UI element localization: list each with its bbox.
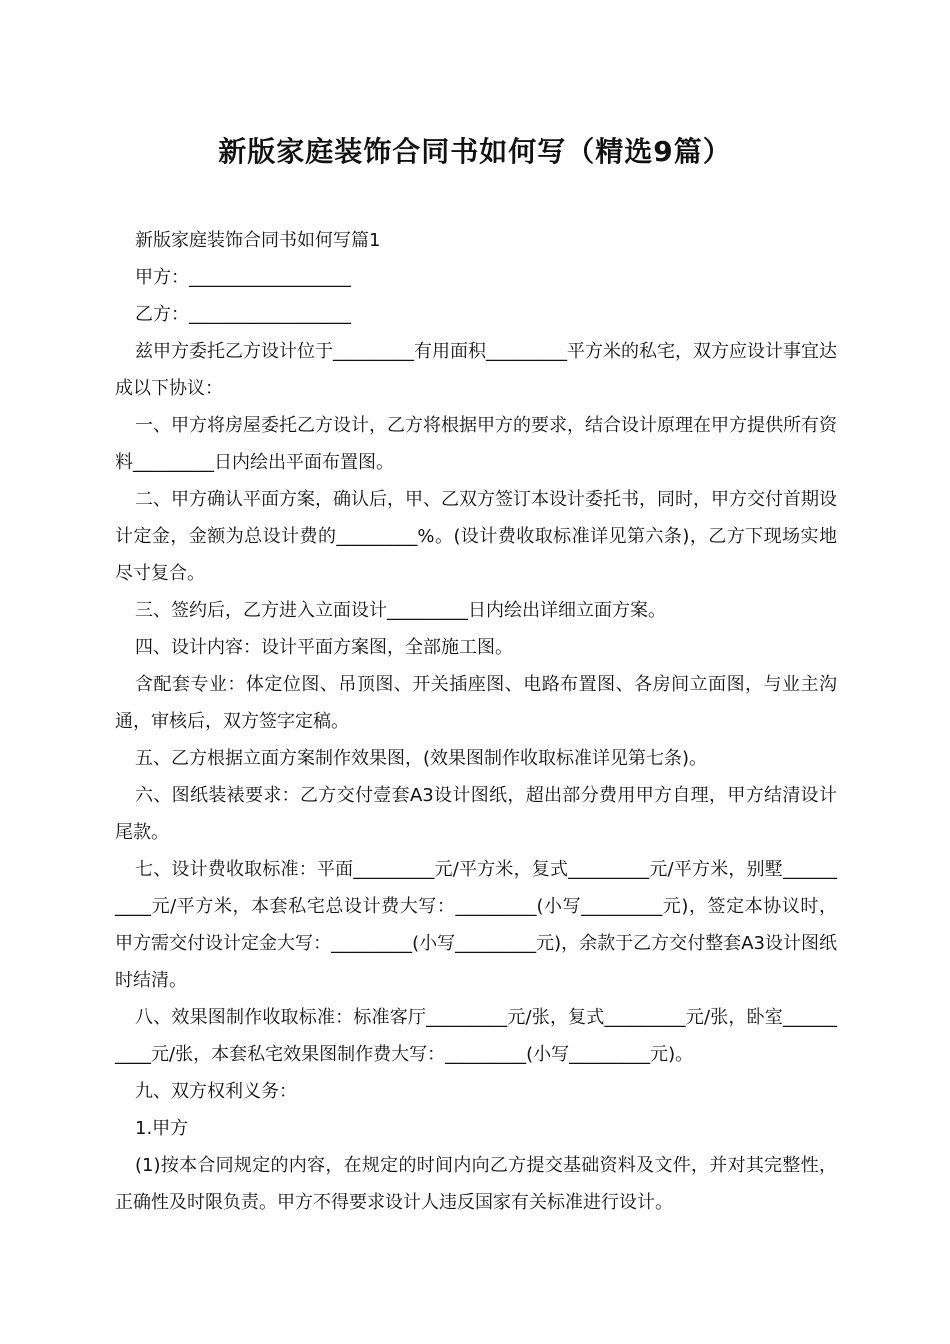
party-a-line: 甲方：__________________ — [135, 267, 351, 288]
clause-9-party-a: 1.甲方 — [135, 1118, 189, 1139]
clause-6: 六、图纸装裱要求：乙方交付壹套A3设计图纸，超出部分费用甲方自理，甲方结清设计尾款。 — [115, 785, 837, 843]
clause-5: 五、乙方根据立面方案制作效果图，(效果图制作收取标准详见第七条)。 — [135, 748, 708, 769]
clause-9-party-a-item-1: (1)按本合同规定的内容，在规定的时间内向乙方提交基础资料及文件，并对其完整性，正确性及时限负责。甲方不得要求设计人违反国家有关标准进行设计。 — [115, 1155, 837, 1213]
clause-4-detail: 含配套专业：体定位图、吊顶图、开关插座图、电路布置图、各房间立面图，与业主沟通，审核后，双方签字定稿。 — [115, 674, 837, 732]
party-b-line: 乙方：__________________ — [135, 304, 351, 325]
clause-9: 九、双方权利义务： — [135, 1081, 297, 1102]
document-body — [115, 222, 837, 1221]
clause-1: 一、甲方将房屋委托乙方设计，乙方将根据甲方的要求，结合设计原理在甲方提供所有资料_________日内绘出平面布置图。 — [115, 415, 837, 473]
document-title: 新版家庭装饰合同书如何写（精选9篇） — [218, 135, 732, 168]
clause-7: 七、设计费收取标准：平面_________元/平方米，复式_________元/平方米，别墅__________元/平方米，本套私宅总设计费大写：_________(小写_________元)，签定本协议时，甲方需交付设计定金大写：_________(小写_________元)，余款于乙方交付整套A3设计图纸时结清。 — [115, 859, 837, 991]
clause-4: 四、设计内容：设计平面方案图，全部施工图。 — [135, 637, 513, 658]
preamble-paragraph: 兹甲方委托乙方设计位于_________有用面积_________平方米的私宅，双方应设计事宜达成以下协议： — [115, 341, 837, 399]
section-heading: 新版家庭装饰合同书如何写篇1 — [135, 230, 381, 251]
clause-2: 二、甲方确认平面方案，确认后，甲、乙双方签订本设计委托书，同时，甲方交付首期设计定金，金额为总设计费的_________%。(设计费收取标准详见第六条)，乙方下现场实地尽寸复合。 — [115, 489, 837, 584]
clause-3: 三、签约后，乙方进入立面设计_________日内绘出详细立面方案。 — [135, 600, 666, 621]
clause-8: 八、效果图制作收取标准：标准客厅_________元/张，复式_________元/张，卧室__________元/张，本套私宅效果图制作费大写：_________(小写_________元)。 — [115, 1007, 837, 1065]
